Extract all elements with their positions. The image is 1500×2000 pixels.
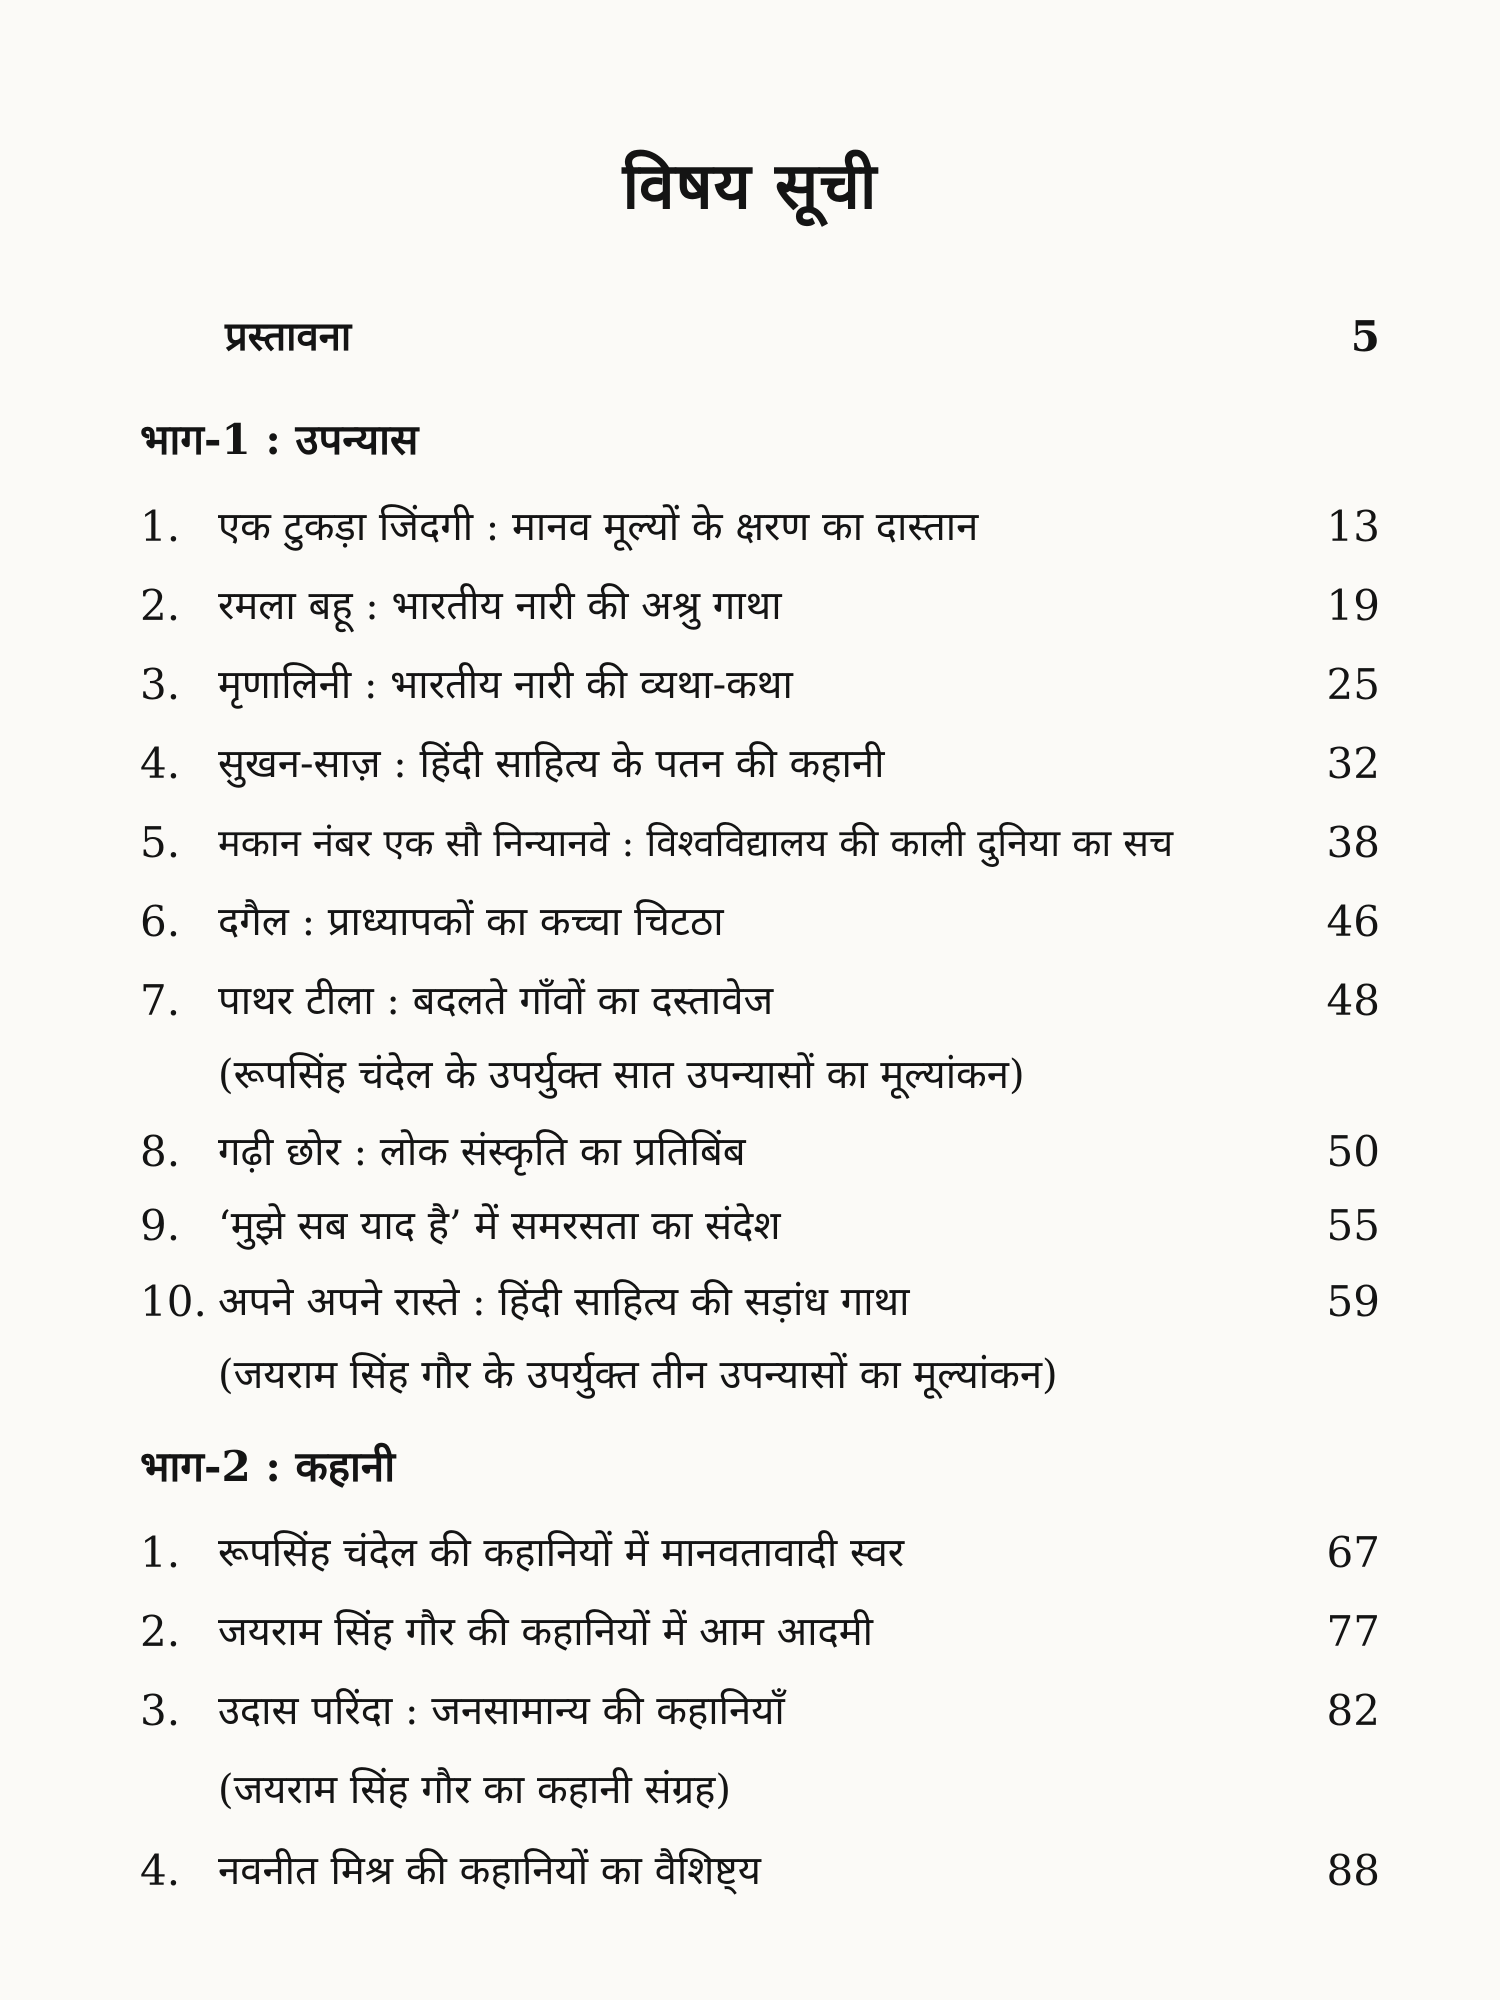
entry-page: 25 <box>1326 660 1380 709</box>
note-text: (जयराम सिंह गौर के उपर्युक्त तीन उपन्यासों का मूल्यांकन) <box>218 1352 1058 1398</box>
toc-entry[interactable] <box>0 1836 1500 1906</box>
entry-text: एक टुकड़ा जिंदगी : मानव मूल्यों के क्षरण का दास्तान <box>218 504 979 550</box>
entry-page: 59 <box>1326 1277 1380 1326</box>
toc-entry[interactable] <box>0 650 1500 720</box>
entry-text: रूपसिंह चंदेल की कहानियों में मानवतावादी स्वर <box>218 1530 905 1576</box>
entry-page: 19 <box>1326 581 1380 630</box>
entry-note <box>0 1040 1500 1110</box>
entry-number: 3. <box>140 1686 181 1735</box>
entry-number: 4. <box>140 739 181 788</box>
entry-page: 88 <box>1326 1846 1380 1895</box>
toc-entry[interactable] <box>0 1191 1500 1261</box>
toc-entry[interactable] <box>0 1117 1500 1187</box>
section-heading-part1 <box>0 405 1500 475</box>
entry-number: 4. <box>140 1846 181 1895</box>
entry-text: अपने अपने रास्ते : हिंदी साहित्य की सड़ांध गाथा <box>218 1279 910 1325</box>
toc-entry[interactable] <box>0 571 1500 641</box>
page-title: विषय सूची <box>622 149 878 224</box>
entry-number: 6. <box>140 897 181 946</box>
entry-page: 82 <box>1326 1686 1380 1735</box>
toc-entry-intro[interactable] <box>0 302 1500 372</box>
entry-page: 50 <box>1326 1127 1380 1176</box>
entry-page: 46 <box>1326 897 1380 946</box>
toc-entry[interactable] <box>0 1518 1500 1588</box>
entry-text: मृणालिनी : भारतीय नारी की व्यथा-कथा <box>218 662 793 708</box>
entry-text: सुखन-साज़ : हिंदी साहित्य के पतन की कहानी <box>218 741 885 787</box>
entry-number: 1. <box>140 1528 181 1577</box>
entry-text: पाथर टीला : बदलते गाँवों का दस्तावेज <box>218 978 774 1024</box>
note-text: (जयराम सिंह गौर का कहानी संग्रह) <box>218 1767 731 1813</box>
entry-number: 7. <box>140 976 181 1025</box>
entry-text: रमला बहू : भारतीय नारी की अश्रु गाथा <box>218 583 782 629</box>
entry-page: 55 <box>1326 1201 1380 1250</box>
entry-number: 9. <box>140 1201 181 1250</box>
entry-note <box>0 1340 1500 1410</box>
entry-number: 2. <box>140 1607 181 1656</box>
entry-text: जयराम सिंह गौर की कहानियों में आम आदमी <box>218 1609 874 1655</box>
entry-page: 77 <box>1326 1607 1380 1656</box>
entry-text: गढ़ी छोर : लोक संस्कृति का प्रतिबिंब <box>218 1129 746 1175</box>
section-heading-part2 <box>0 1432 1500 1502</box>
entry-number: 1. <box>140 502 181 551</box>
entry-number: 8. <box>140 1127 181 1176</box>
toc-entry[interactable] <box>0 887 1500 957</box>
entry-text: नवनीत मिश्र की कहानियों का वैशिष्ट्य <box>218 1848 761 1894</box>
toc-entry[interactable] <box>0 966 1500 1036</box>
toc-entry[interactable] <box>0 808 1500 878</box>
entry-page: 5 <box>1350 312 1380 361</box>
entry-note <box>0 1755 1500 1825</box>
entry-page: 67 <box>1326 1528 1380 1577</box>
toc-entry[interactable] <box>0 1267 1500 1337</box>
toc-entry[interactable] <box>0 1676 1500 1746</box>
entry-text: प्रस्तावना <box>225 313 352 360</box>
section-title: भाग-1 : उपन्यास <box>140 415 419 464</box>
entry-text: ‘मुझे सब याद है’ में समरसता का संदेश <box>218 1203 781 1249</box>
entry-page: 13 <box>1326 502 1380 551</box>
note-text: (रूपसिंह चंदेल के उपर्युक्त सात उपन्यासों का मूल्यांकन) <box>218 1052 1025 1098</box>
toc-entry[interactable] <box>0 492 1500 562</box>
entry-text: मकान नंबर एक सौ निन्यानवे : विश्वविद्यालय की काली दुनिया का सच <box>218 821 1174 865</box>
entry-page: 32 <box>1326 739 1380 788</box>
entry-page: 38 <box>1326 818 1380 867</box>
entry-text: उदास परिंदा : जनसामान्य की कहानियाँ <box>218 1688 785 1734</box>
toc-entry[interactable] <box>0 729 1500 799</box>
section-title: भाग-2 : कहानी <box>140 1442 396 1491</box>
entry-number: 2. <box>140 581 181 630</box>
entry-text: दगैल : प्राध्यापकों का कच्चा चिटठा <box>218 899 724 945</box>
entry-number: 5. <box>140 818 181 867</box>
entry-number: 3. <box>140 660 181 709</box>
toc-entry[interactable] <box>0 1597 1500 1667</box>
entry-page: 48 <box>1326 976 1380 1025</box>
entry-number: 10. <box>140 1277 207 1326</box>
